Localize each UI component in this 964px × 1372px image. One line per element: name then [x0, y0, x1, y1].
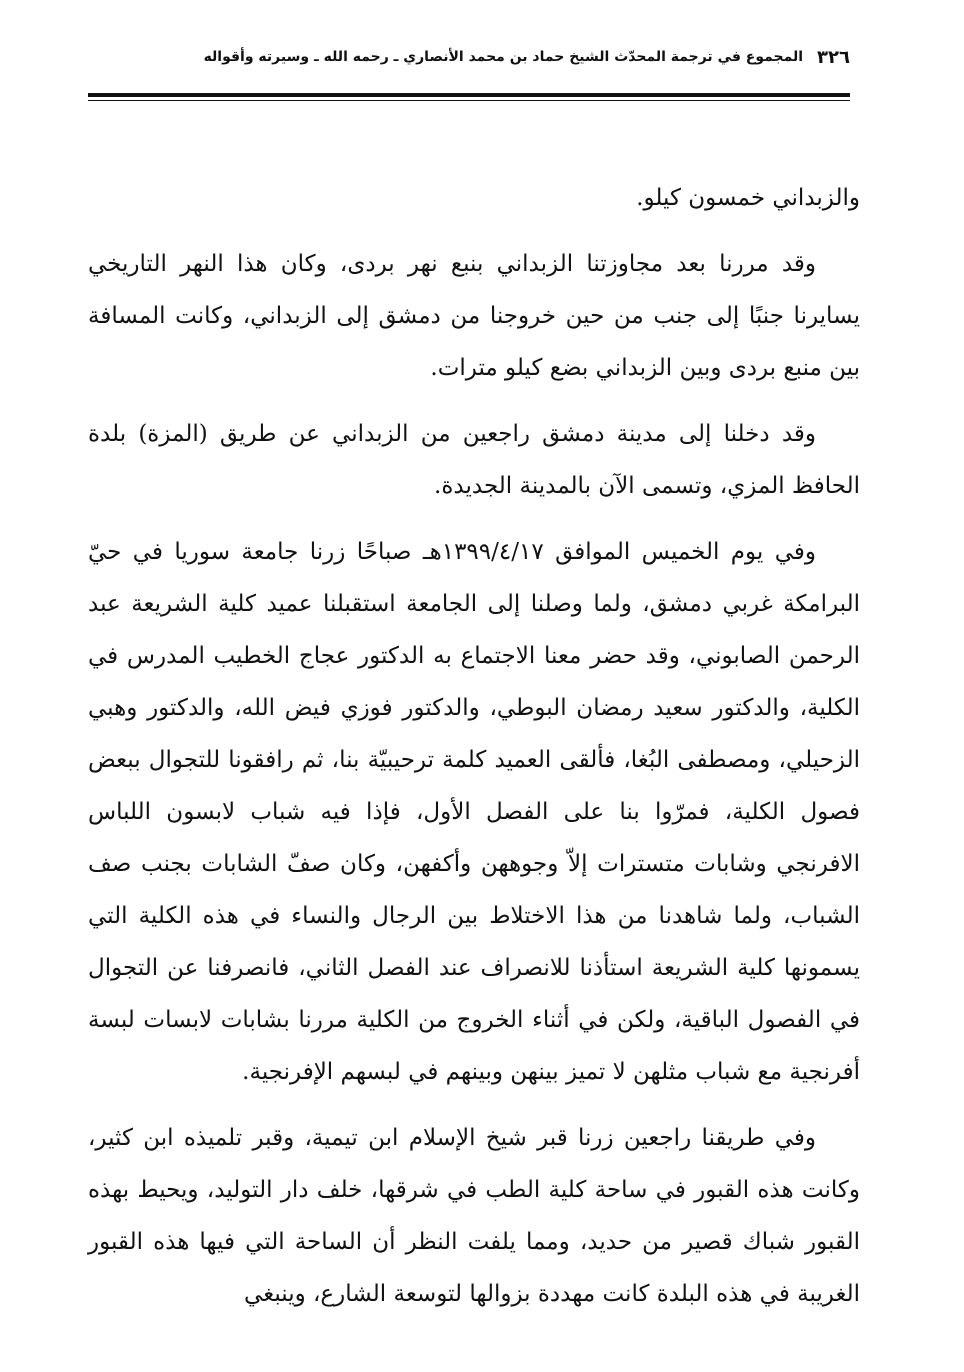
paragraph: وفي يوم الخميس الموافق ١٣٩٩/٤/١٧هـ صباحًا زرنا جامعة سوريا في حيّ البرامكة غربي دمشق، ولما وصلنا إلى الجامعة استقبلنا عميد كلية الشريعة عبد الرحمن الصابوني، وقد حضر معنا الاجتماع به الدكتور عجاج الخطيب المدرس في الكلية، والدكتور سعيد رمضان البوطي، والدكتور فوزي فيض الله، والدكتور وهبي الزحيلي، ومصطفى البُغا، فألقى العميد كلمة ترحيبيّة بنا، ثم رافقونا للتجوال ببعض فصول الكلية، فمرّوا بنا على الفصل الأول، فإذا فيه شباب لابسون اللباس الافرنجي وشابات متسترات إلاّ وجوههن وأكفهن، وكان صفّ الشابات بجنب صف الشباب، ولما شاهدنا من هذا الاختلاط بين الرجال والنساء في هذه الكلية التي يسمونها كلية الشريعة استأذنا للانصراف عند الفصل الثاني، فانصرفنا عن التجوال في الفصول الباقية، ولكن في أثناء الخروج من الكلية مررنا بشابات لابسات لبسة أفرنجية مع شباب مثلهن لا تميز بينهن وبينهم في لبسهم الإفرنجية. — [88, 539, 860, 1085]
paragraph: وقد مررنا بعد مجاوزتنا الزبداني بنبع نهر بردى، وكان هذا النهر التاريخي يسايرنا جنبًا إلى جنب من حين خروجنا من دمشق إلى الزبداني، وكانت المسافة بين منبع بردى وبين الزبداني بضع كيلو مترات. — [88, 251, 860, 381]
running-title: المجموع في ترجمة المحدّث الشيخ حماد بن محمد الأنصاري ـ رحمه الله ـ وسيرته وأقواله — [203, 49, 804, 65]
paragraph: وفي طريقنا راجعين زرنا قبر شيخ الإسلام ابن تيمية، وقبر تلميذه ابن كثير، وكانت هذه القبور في ساحة كلية الطب في شرقها، خلف دار التوليد، ويحيط بهذه القبور شباك قصير من حديد، ومما يلفت النظر أن الساحة التي فيها هذه القبور الغريبة في هذه البلدة كانت مهددة بزوالها لتوسعة الشارع، وينبغي — [88, 1125, 860, 1307]
paragraph: وقد دخلنا إلى مدينة دمشق راجعين من الزبداني عن طريق (المزة) بلدة الحافظ المزي، وتسمى الآن بالمدينة الجديدة. — [88, 421, 860, 499]
header-rule-thick — [88, 93, 850, 97]
header-rule-thin — [88, 100, 850, 101]
paragraph: والزبداني خمسون كيلو. — [636, 185, 860, 211]
page-number: ٣٢٦ — [817, 46, 850, 68]
running-header — [88, 40, 850, 74]
page-body — [88, 172, 860, 1334]
